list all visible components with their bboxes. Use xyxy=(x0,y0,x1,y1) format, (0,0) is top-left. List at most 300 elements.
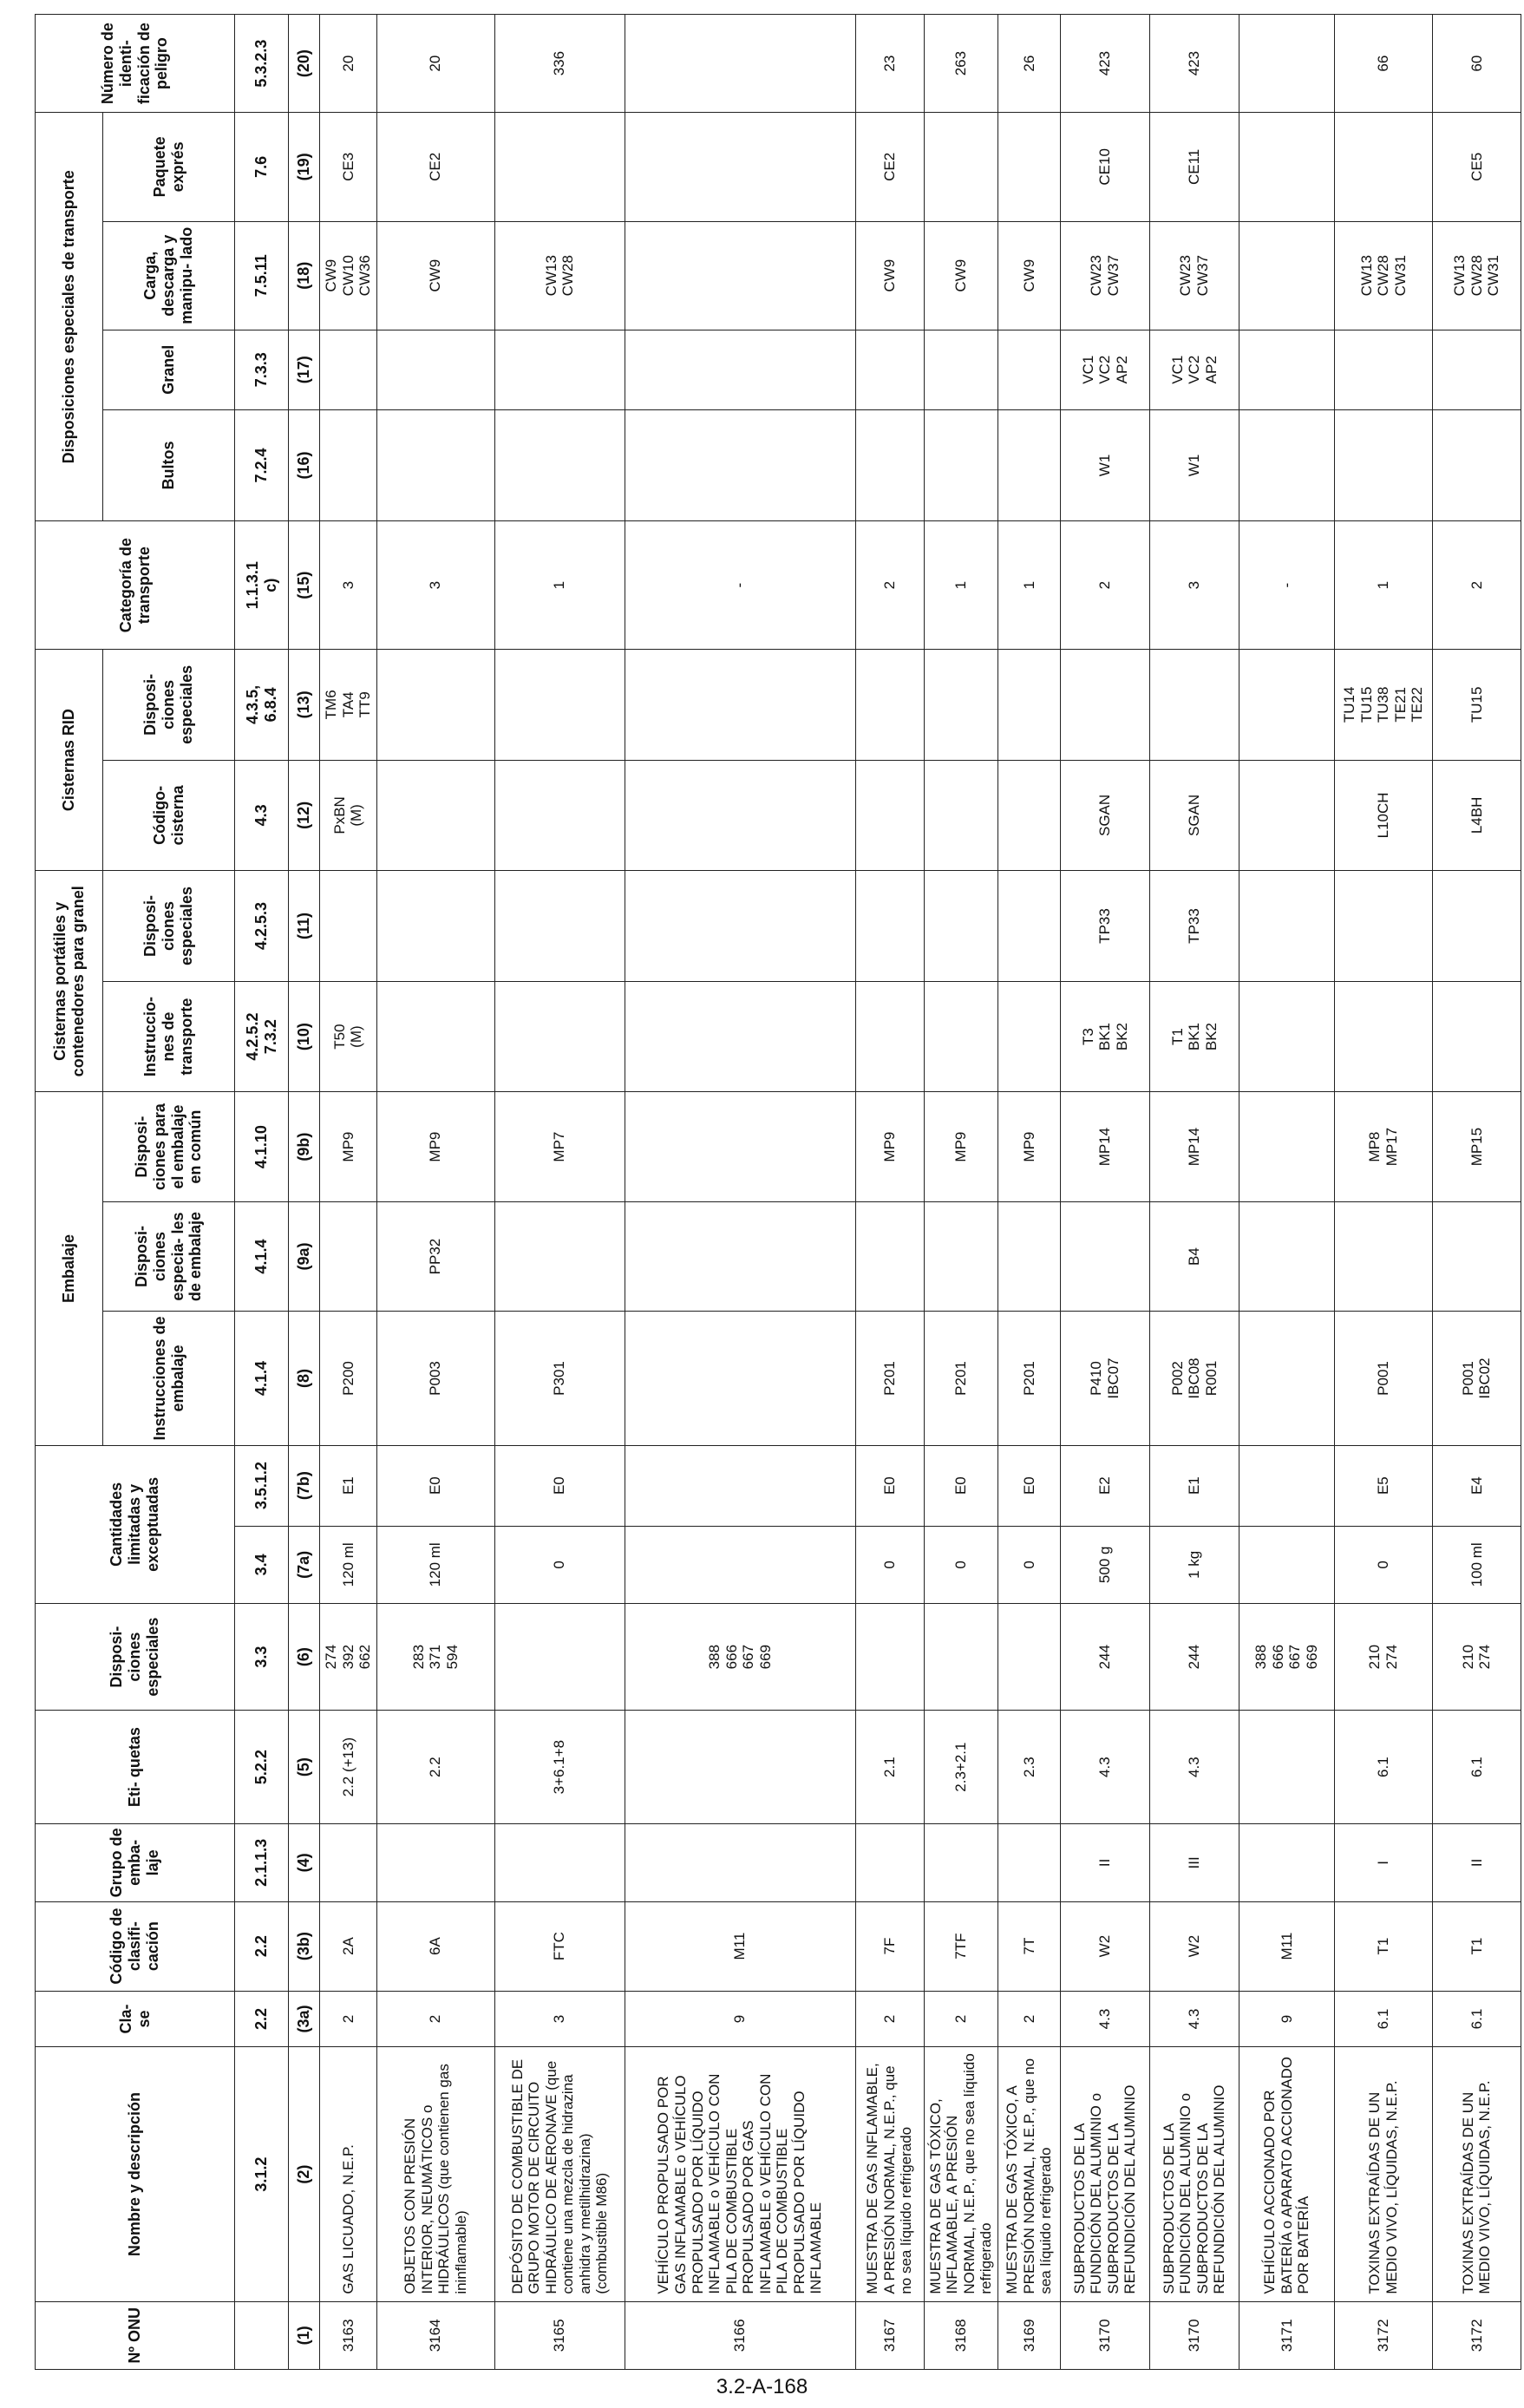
cell xyxy=(625,981,855,1092)
cell xyxy=(376,871,494,982)
cell: 0 xyxy=(855,1526,924,1604)
cell: 0 xyxy=(997,1526,1060,1604)
header-packing-group: Grupo de emba- laje xyxy=(36,1824,235,1902)
cell xyxy=(1239,1201,1334,1311)
cell: SUBPRODUCTOS DE LA FUNDICIÓN DEL ALUMINIO o SUBPRODUCTOS DE LA REFUNDICIÓN DEL ALUMINIO xyxy=(1060,2047,1149,2301)
cell xyxy=(1239,650,1334,761)
cell: 2.3+2.1 xyxy=(924,1711,997,1824)
table-row xyxy=(1060,15,1149,2370)
cell xyxy=(625,1312,855,1445)
cell: TOXINAS EXTRAÍDAS DE UN MEDIO VIVO, LÍQUIDAS, N.E.P. xyxy=(1334,2047,1432,2301)
cell xyxy=(625,650,855,761)
cell: E0 xyxy=(924,1445,997,1526)
cell: 0 xyxy=(924,1526,997,1604)
cell: CE11 xyxy=(1149,113,1239,221)
cell: OBJETOS CON PRESIÓN INTERIOR, NEUMÁTICOS o HIDRÁULICOS (que contienen gas ininflamable) xyxy=(376,2047,494,2301)
cell: (1) xyxy=(289,2301,320,2369)
cell: VEHÍCULO ACCIONADO POR BATERÍA o APARATO ACCIONADO POR BATERÍA xyxy=(1239,2047,1334,2301)
cell: T1 xyxy=(1432,1901,1521,1991)
cell xyxy=(625,1711,855,1824)
cell: 263 xyxy=(924,15,997,113)
header-portable-special: Disposi- ciones especiales xyxy=(103,871,235,982)
header-transport-category: Categoría de transporte xyxy=(36,521,235,650)
cell: (7b) xyxy=(289,1445,320,1526)
cell: 3170 xyxy=(1060,2301,1149,2369)
cell: MP15 xyxy=(1432,1092,1521,1201)
cell: 20 xyxy=(376,15,494,113)
cell: W1 xyxy=(1060,409,1149,521)
cell: 2 xyxy=(997,1991,1060,2047)
table-row xyxy=(494,15,625,2370)
table-header xyxy=(36,15,235,2370)
cell: (4) xyxy=(289,1824,320,1902)
header-labels: Eti- quetas xyxy=(36,1711,235,1824)
cell xyxy=(320,330,377,409)
cell: 3171 xyxy=(1239,2301,1334,2369)
cell: MUESTRA DE GAS INFLAMABLE, A PRESIÓN NORMAL, N.E.P., que no sea líquido refrigerado xyxy=(855,2047,924,2301)
cell: 4.1.4 xyxy=(235,1201,289,1311)
cell xyxy=(1334,1201,1432,1311)
cell: 7T xyxy=(997,1901,1060,1991)
cell xyxy=(235,2301,289,2369)
header-packages: Bultos xyxy=(103,409,235,521)
cell xyxy=(625,871,855,982)
cell: 3 xyxy=(1149,521,1239,650)
cell: - xyxy=(625,521,855,650)
cell: 6.1 xyxy=(1432,1711,1521,1824)
cell xyxy=(1239,1711,1334,1824)
cell: (3b) xyxy=(289,1901,320,1991)
cell xyxy=(855,1604,924,1711)
cell xyxy=(320,871,377,982)
cell: 6A xyxy=(376,1901,494,1991)
cell: P001 IBC02 xyxy=(1432,1312,1521,1445)
cell xyxy=(494,1604,625,1711)
cell xyxy=(1432,409,1521,521)
cell: CW13 CW28 CW31 xyxy=(1334,221,1432,330)
cell: CW9 xyxy=(855,221,924,330)
header-limited-quantities: Cantidades limitadas y exceptuadas xyxy=(36,1445,235,1603)
cell: 120 ml xyxy=(320,1526,377,1604)
cell: L4BH xyxy=(1432,760,1521,871)
header-class: Cla- se xyxy=(36,1991,235,2047)
cell: P200 xyxy=(320,1312,377,1445)
cell: B4 xyxy=(1149,1201,1239,1311)
cell: MP9 xyxy=(320,1092,377,1201)
cell: CE2 xyxy=(855,113,924,221)
cell: 4.2.5.3 xyxy=(235,871,289,982)
cell xyxy=(1060,1201,1149,1311)
cell xyxy=(855,409,924,521)
cell: P201 xyxy=(855,1312,924,1445)
table-row xyxy=(376,15,494,2370)
cell: CW23 CW37 xyxy=(1060,221,1149,330)
cell: 7.5.11 xyxy=(235,221,289,330)
cell: 100 ml xyxy=(1432,1526,1521,1604)
cell: W2 xyxy=(1149,1901,1239,1991)
cell: - xyxy=(1239,521,1334,650)
cell xyxy=(855,1201,924,1311)
cell xyxy=(855,650,924,761)
cell: 7F xyxy=(855,1901,924,1991)
cell xyxy=(997,1824,1060,1902)
header-tank-special: Disposi- ciones especiales xyxy=(103,650,235,761)
cell xyxy=(1334,981,1432,1092)
table-row xyxy=(1149,15,1239,2370)
cell: 26 xyxy=(997,15,1060,113)
cell: 1 xyxy=(1334,521,1432,650)
cell: (5) xyxy=(289,1711,320,1824)
cell: (15) xyxy=(289,521,320,650)
cell: 9 xyxy=(625,1991,855,2047)
cell: 7.3.3 xyxy=(235,330,289,409)
cell: 4.3 xyxy=(235,760,289,871)
cell xyxy=(1239,221,1334,330)
cell xyxy=(1334,871,1432,982)
cell xyxy=(1432,871,1521,982)
cell: T1 xyxy=(1334,1901,1432,1991)
header-transport-provisions: Disposiciones especiales de transporte xyxy=(36,113,103,521)
cell xyxy=(1432,981,1521,1092)
cell: 7.2.4 xyxy=(235,409,289,521)
cell: CE5 xyxy=(1432,113,1521,221)
header-express: Paquete exprés xyxy=(103,113,235,221)
cell: MP8 MP17 xyxy=(1334,1092,1432,1201)
cell: 2.2 xyxy=(376,1711,494,1824)
cell: L10CH xyxy=(1334,760,1432,871)
cell: VC1 VC2 AP2 xyxy=(1060,330,1149,409)
cell xyxy=(320,1201,377,1311)
cell: E5 xyxy=(1334,1445,1432,1526)
cell xyxy=(924,409,997,521)
cell: 4.1.4 xyxy=(235,1312,289,1445)
cell: P410 IBC07 xyxy=(1060,1312,1149,1445)
cell xyxy=(376,1824,494,1902)
cell: 2.3 xyxy=(997,1711,1060,1824)
cell: 2 xyxy=(1060,521,1149,650)
cell: 7.6 xyxy=(235,113,289,221)
cell: 3168 xyxy=(924,2301,997,2369)
cell xyxy=(494,760,625,871)
cell: 0 xyxy=(1334,1526,1432,1604)
cell: 3 xyxy=(494,1991,625,2047)
cell xyxy=(924,1824,997,1902)
header-loading: Carga, descarga y manipu- lado xyxy=(103,221,235,330)
cell: CE3 xyxy=(320,113,377,221)
cell: 3 xyxy=(376,521,494,650)
rotated-page-content xyxy=(35,14,1502,2370)
cell: TU14 TU15 TU38 TE21 TE22 xyxy=(1334,650,1432,761)
header-un-number: Nº ONU xyxy=(36,2301,235,2369)
cell: 3164 xyxy=(376,2301,494,2369)
cell: MP9 xyxy=(855,1092,924,1201)
cell: 2 xyxy=(855,1991,924,2047)
cell: 2 xyxy=(1432,521,1521,650)
cell: E0 xyxy=(376,1445,494,1526)
cell: E2 xyxy=(1060,1445,1149,1526)
cell xyxy=(376,409,494,521)
cell: 3163 xyxy=(320,2301,377,2369)
cell xyxy=(997,1604,1060,1711)
cell: 20 xyxy=(320,15,377,113)
cell: 2.2 (+13) xyxy=(320,1711,377,1824)
cell xyxy=(1239,113,1334,221)
cell xyxy=(494,981,625,1092)
cell xyxy=(924,871,997,982)
cell: 283 371 594 xyxy=(376,1604,494,1711)
cell xyxy=(855,981,924,1092)
cell xyxy=(1239,1445,1334,1526)
cell: P201 xyxy=(924,1312,997,1445)
cell: (20) xyxy=(289,15,320,113)
header-mixed-packing: Disposi- ciones para el embalaje en común xyxy=(103,1092,235,1201)
cell: MP14 xyxy=(1149,1092,1239,1201)
header-hazard-number: Número de identi- ficación de peligro xyxy=(36,15,235,113)
cell: 336 xyxy=(494,15,625,113)
cell: CW13 CW28 xyxy=(494,221,625,330)
header-bulk: Granel xyxy=(103,330,235,409)
cell: SUBPRODUCTOS DE LA FUNDICIÓN DEL ALUMINIO o SUBPRODUCTOS DE LA REFUNDICIÓN DEL ALUMINIO xyxy=(1149,2047,1239,2301)
cell: 3172 xyxy=(1334,2301,1432,2369)
cell xyxy=(1334,113,1432,221)
cell: 274 392 662 xyxy=(320,1604,377,1711)
cell: 6.1 xyxy=(1334,1711,1432,1824)
cell xyxy=(1239,1312,1334,1445)
cell: GAS LICUADO, N.E.P. xyxy=(320,2047,377,2301)
table-row xyxy=(1432,15,1521,2370)
cell xyxy=(855,871,924,982)
cell: PP32 xyxy=(376,1201,494,1311)
cell xyxy=(494,113,625,221)
cell: 2 xyxy=(855,521,924,650)
cell xyxy=(855,330,924,409)
cell xyxy=(625,113,855,221)
cell: 5.3.2.3 xyxy=(235,15,289,113)
cell: (3a) xyxy=(289,1991,320,2047)
cell: P003 xyxy=(376,1312,494,1445)
cell: E0 xyxy=(997,1445,1060,1526)
cell: II xyxy=(1432,1824,1521,1902)
cell xyxy=(1239,1092,1334,1201)
cell: P002 IBC08 R001 xyxy=(1149,1312,1239,1445)
cell xyxy=(1239,1824,1334,1902)
cell xyxy=(494,1824,625,1902)
cell: 2 xyxy=(320,1991,377,2047)
cell: (16) xyxy=(289,409,320,521)
cell: 3.1.2 xyxy=(235,2047,289,2301)
cell xyxy=(1334,330,1432,409)
cell: 3167 xyxy=(855,2301,924,2369)
cell xyxy=(1432,330,1521,409)
cell: 3.3 xyxy=(235,1604,289,1711)
cell xyxy=(924,113,997,221)
cell: T50 (M) xyxy=(320,981,377,1092)
header-packing-special: Disposi- ciones especia- les de embalaje xyxy=(103,1201,235,1311)
cell: (9b) xyxy=(289,1092,320,1201)
cell: VEHÍCULO PROPULSADO POR GAS INFLAMABLE o VEHÍCULO PROPULSADO POR LÍQUIDO INFLAMABLE o VEHÍCULO CON PILA DE COMBUSTIBLE PROPULSADO POR GAS INFLAMABLE o VEHÍCULO CON PILA DE COMBUSTIBLE PROPULSADO POR LÍQUIDO INFLAMABLE xyxy=(625,2047,855,2301)
cell: 3170 xyxy=(1149,2301,1239,2369)
cell: P201 xyxy=(997,1312,1060,1445)
cell xyxy=(625,409,855,521)
cell: 3+6.1+8 xyxy=(494,1711,625,1824)
cell xyxy=(997,113,1060,221)
cell xyxy=(997,650,1060,761)
cell: SGAN xyxy=(1149,760,1239,871)
cell: 4.3 xyxy=(1060,1711,1149,1824)
cell: TOXINAS EXTRAÍDAS DE UN MEDIO VIVO, LÍQUIDAS, N.E.P. xyxy=(1432,2047,1521,2301)
reference-row xyxy=(235,15,289,2370)
cell: 4.3.5, 6.8.4 xyxy=(235,650,289,761)
cell: T3 BK1 BK2 xyxy=(1060,981,1149,1092)
cell: (18) xyxy=(289,221,320,330)
cell: MP9 xyxy=(997,1092,1060,1201)
cell xyxy=(625,1092,855,1201)
header-special-provisions: Disposi- ciones especiales xyxy=(36,1604,235,1711)
cell xyxy=(855,760,924,871)
cell: MUESTRA DE GAS TÓXICO, INFLAMABLE, A PRESIÓN NORMAL, N.E.P., que no sea líquido refrigerado xyxy=(924,2047,997,2301)
cell: 210 274 xyxy=(1334,1604,1432,1711)
cell: 2.1.1.3 xyxy=(235,1824,289,1902)
cell: CW13 CW28 CW31 xyxy=(1432,221,1521,330)
cell: TM6 TA4 TT9 xyxy=(320,650,377,761)
cell: T1 BK1 BK2 xyxy=(1149,981,1239,1092)
cell: (2) xyxy=(289,2047,320,2301)
cell xyxy=(1239,330,1334,409)
cell: 2.2 xyxy=(235,1991,289,2047)
table-row xyxy=(997,15,1060,2370)
cell: 1 kg xyxy=(1149,1526,1239,1604)
cell: P301 xyxy=(494,1312,625,1445)
cell xyxy=(924,1604,997,1711)
cell xyxy=(1334,409,1432,521)
cell: E1 xyxy=(320,1445,377,1526)
cell: (13) xyxy=(289,650,320,761)
cell xyxy=(1239,15,1334,113)
cell xyxy=(625,221,855,330)
cell: 423 xyxy=(1149,15,1239,113)
cell: (9a) xyxy=(289,1201,320,1311)
cell xyxy=(376,330,494,409)
cell: 4.3 xyxy=(1060,1991,1149,2047)
cell xyxy=(924,650,997,761)
cell xyxy=(924,760,997,871)
cell: 3.4 xyxy=(235,1526,289,1604)
cell xyxy=(494,330,625,409)
cell xyxy=(997,981,1060,1092)
cell xyxy=(494,1201,625,1311)
cell xyxy=(376,981,494,1092)
cell xyxy=(625,1824,855,1902)
cell xyxy=(997,871,1060,982)
table-row xyxy=(855,15,924,2370)
cell: 1 xyxy=(494,521,625,650)
cell: 6.1 xyxy=(1334,1991,1432,2047)
cell: CW9 CW10 CW36 xyxy=(320,221,377,330)
cell: CW23 CW37 xyxy=(1149,221,1239,330)
dangerous-goods-table xyxy=(35,14,1521,2370)
cell xyxy=(625,1526,855,1604)
cell: M11 xyxy=(1239,1901,1334,1991)
cell: 244 xyxy=(1060,1604,1149,1711)
cell xyxy=(1239,1526,1334,1604)
cell: 244 xyxy=(1149,1604,1239,1711)
cell xyxy=(1239,981,1334,1092)
cell: II xyxy=(1060,1824,1149,1902)
cell: P001 xyxy=(1334,1312,1432,1445)
cell: I xyxy=(1334,1824,1432,1902)
cell: 388 666 667 669 xyxy=(1239,1604,1334,1711)
cell: SGAN xyxy=(1060,760,1149,871)
cell xyxy=(855,1824,924,1902)
cell xyxy=(625,15,855,113)
cell xyxy=(1239,871,1334,982)
cell: TP33 xyxy=(1149,871,1239,982)
cell: 4.1.10 xyxy=(235,1092,289,1201)
cell xyxy=(625,1445,855,1526)
cell: 500 g xyxy=(1060,1526,1149,1604)
cell: 5.2.2 xyxy=(235,1711,289,1824)
table-row xyxy=(924,15,997,2370)
cell xyxy=(997,760,1060,871)
cell: 1.1.3.1 c) xyxy=(235,521,289,650)
cell: 120 ml xyxy=(376,1526,494,1604)
cell: 2A xyxy=(320,1901,377,1991)
cell: CE10 xyxy=(1060,113,1149,221)
cell xyxy=(924,330,997,409)
table-row xyxy=(625,15,855,2370)
cell: MUESTRA DE GAS TÓXICO, A PRESIÓN NORMAL, N.E.P., que no sea líquido refrigerado xyxy=(997,2047,1060,2301)
cell: (12) xyxy=(289,760,320,871)
cell xyxy=(625,330,855,409)
cell: 66 xyxy=(1334,15,1432,113)
cell: 3172 xyxy=(1432,2301,1521,2369)
cell: PxBN (M) xyxy=(320,760,377,871)
cell: CW9 xyxy=(376,221,494,330)
header-name: Nombre y descripción xyxy=(36,2047,235,2301)
cell xyxy=(924,1201,997,1311)
cell xyxy=(320,1824,377,1902)
cell: CW9 xyxy=(997,221,1060,330)
cell xyxy=(320,409,377,521)
cell: MP14 xyxy=(1060,1092,1149,1201)
cell: W2 xyxy=(1060,1901,1149,1991)
cell: (6) xyxy=(289,1604,320,1711)
cell xyxy=(1432,1201,1521,1311)
cell: 3166 xyxy=(625,2301,855,2369)
cell: 3.5.1.2 xyxy=(235,1445,289,1526)
cell xyxy=(376,760,494,871)
cell: 60 xyxy=(1432,15,1521,113)
cell xyxy=(1149,650,1239,761)
page-number: 3.2-A-168 xyxy=(716,2375,808,2398)
header-rid-tanks: Cisternas RID xyxy=(36,650,103,871)
cell: TU15 xyxy=(1432,650,1521,761)
cell: CW9 xyxy=(924,221,997,330)
cell xyxy=(1239,760,1334,871)
cell: 210 274 xyxy=(1432,1604,1521,1711)
cell xyxy=(625,760,855,871)
cell: 3 xyxy=(320,521,377,650)
cell: MP9 xyxy=(376,1092,494,1201)
cell: 7TF xyxy=(924,1901,997,1991)
cell: 4.3 xyxy=(1149,1711,1239,1824)
cell: (8) xyxy=(289,1312,320,1445)
cell: (11) xyxy=(289,871,320,982)
cell xyxy=(494,409,625,521)
cell: 1 xyxy=(924,521,997,650)
cell: 2.2 xyxy=(235,1901,289,1991)
cell: E0 xyxy=(494,1445,625,1526)
